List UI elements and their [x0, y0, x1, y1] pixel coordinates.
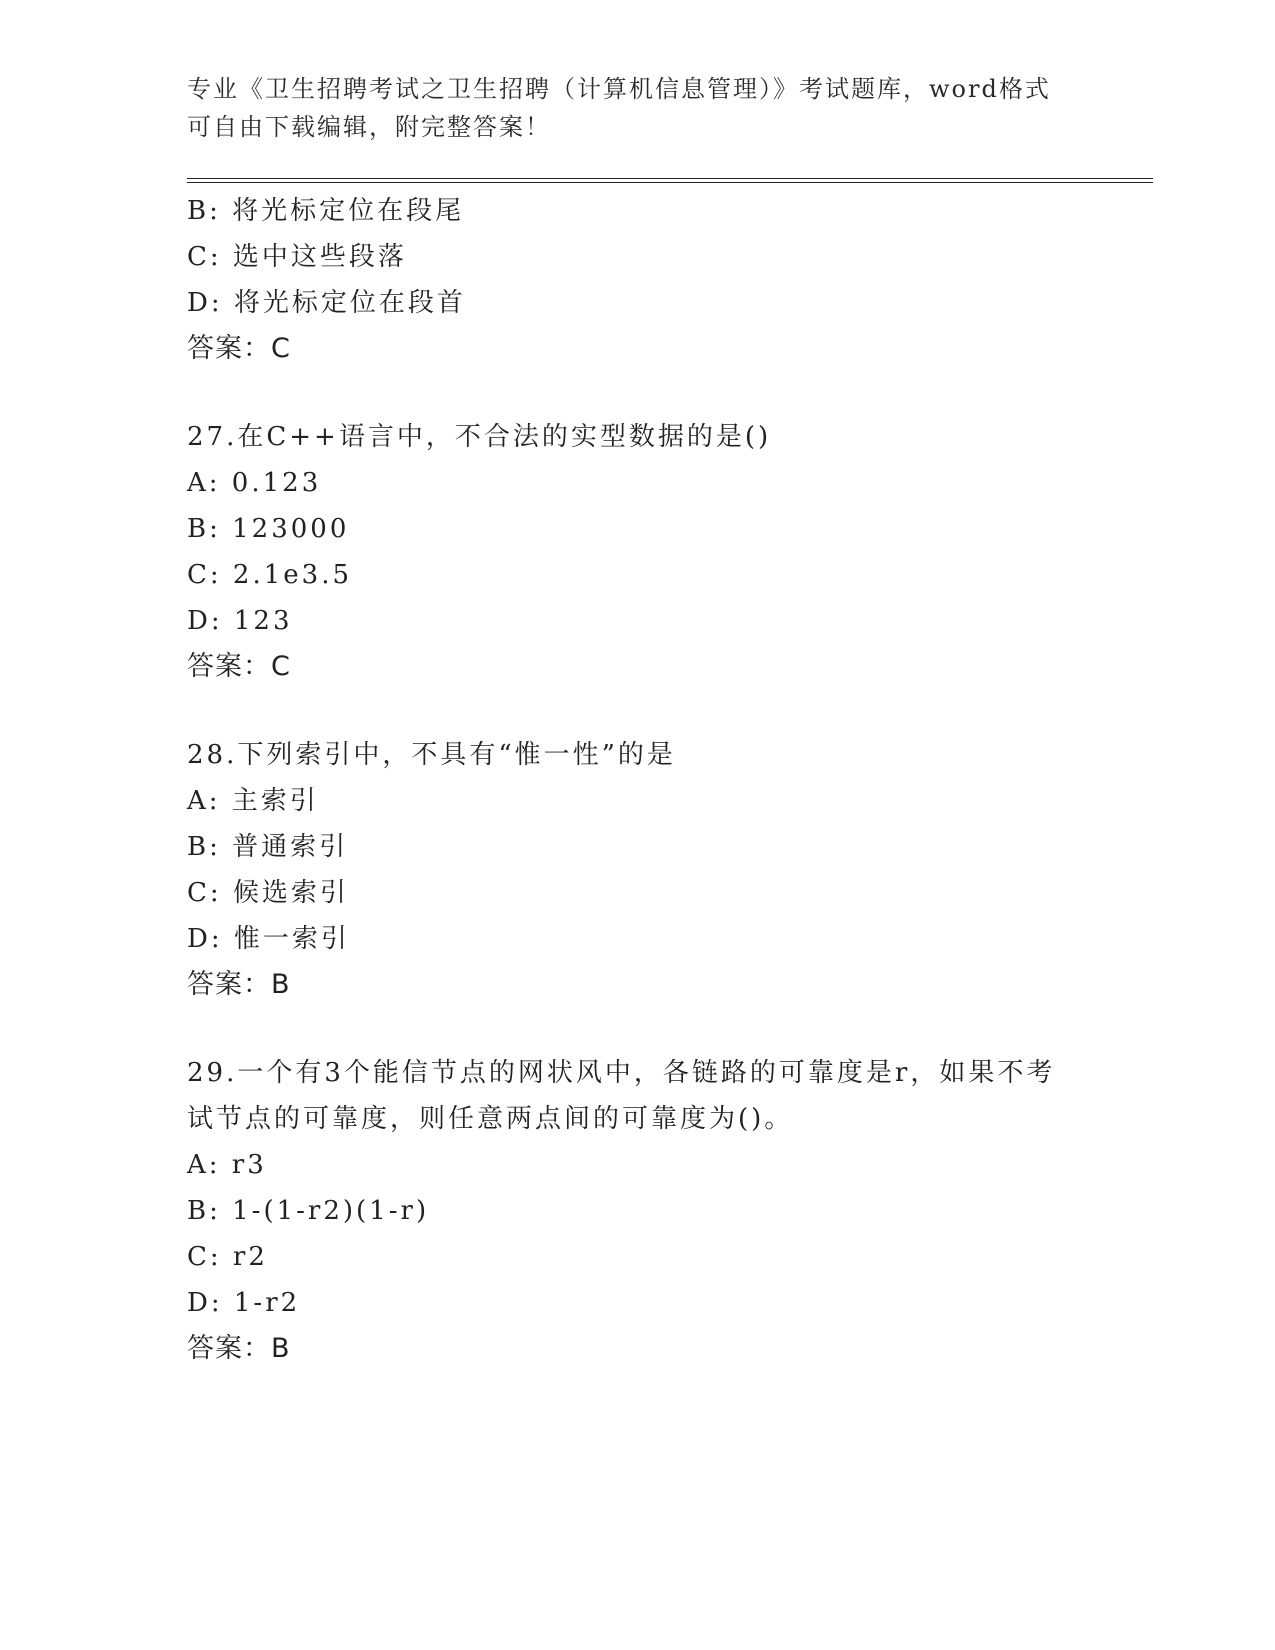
option-d: D: 将光标定位在段首: [187, 288, 466, 318]
question-stem: 28.下列索引中，不具有“惟一性”的是: [187, 740, 676, 770]
option-b: B: 将光标定位在段尾: [187, 196, 465, 226]
option-b: B: 123000: [187, 514, 350, 544]
question-27: [187, 414, 1127, 690]
header-divider-top: [187, 178, 1153, 179]
question-28: [187, 732, 1127, 1008]
option-d: D: 123: [187, 606, 293, 636]
option-a: A: 主索引: [187, 786, 319, 816]
option-d: D: 惟一索引: [187, 924, 350, 954]
option-a: A: r3: [187, 1150, 267, 1180]
question-list: [187, 188, 1127, 1414]
option-c: C: 选中这些段落: [187, 242, 407, 272]
option-c: C: 候选索引: [187, 878, 349, 908]
option-b: B: 普通索引: [187, 832, 349, 862]
answer: 答案：C: [187, 333, 291, 364]
document-header: 专业《卫生招聘考试之卫生招聘（计算机信息管理）》考试题库，word格式可自由下载编辑，附完整答案！: [187, 75, 1051, 141]
answer: 答案：B: [187, 969, 291, 1000]
header-divider-bottom: [187, 182, 1153, 183]
question-stem: 29.一个有3个能信节点的网状风中，各链路的可靠度是r，如果不考试节点的可靠度，则任意两点间的可靠度为()。: [187, 1058, 1056, 1134]
option-c: C: r2: [187, 1242, 268, 1272]
option-a: A: 0.123: [187, 468, 322, 498]
option-d: D: 1-r2: [187, 1288, 301, 1318]
option-c: C: 2.1e3.5: [187, 560, 353, 590]
option-b: B: 1-(1-r2)(1-r): [187, 1196, 430, 1226]
answer: 答案：C: [187, 651, 291, 682]
answer: 答案：B: [187, 1333, 291, 1364]
question-stem: 27.在C++语言中，不合法的实型数据的是(): [187, 422, 772, 452]
question-previous: [187, 188, 1127, 372]
question-29: [187, 1050, 1127, 1372]
